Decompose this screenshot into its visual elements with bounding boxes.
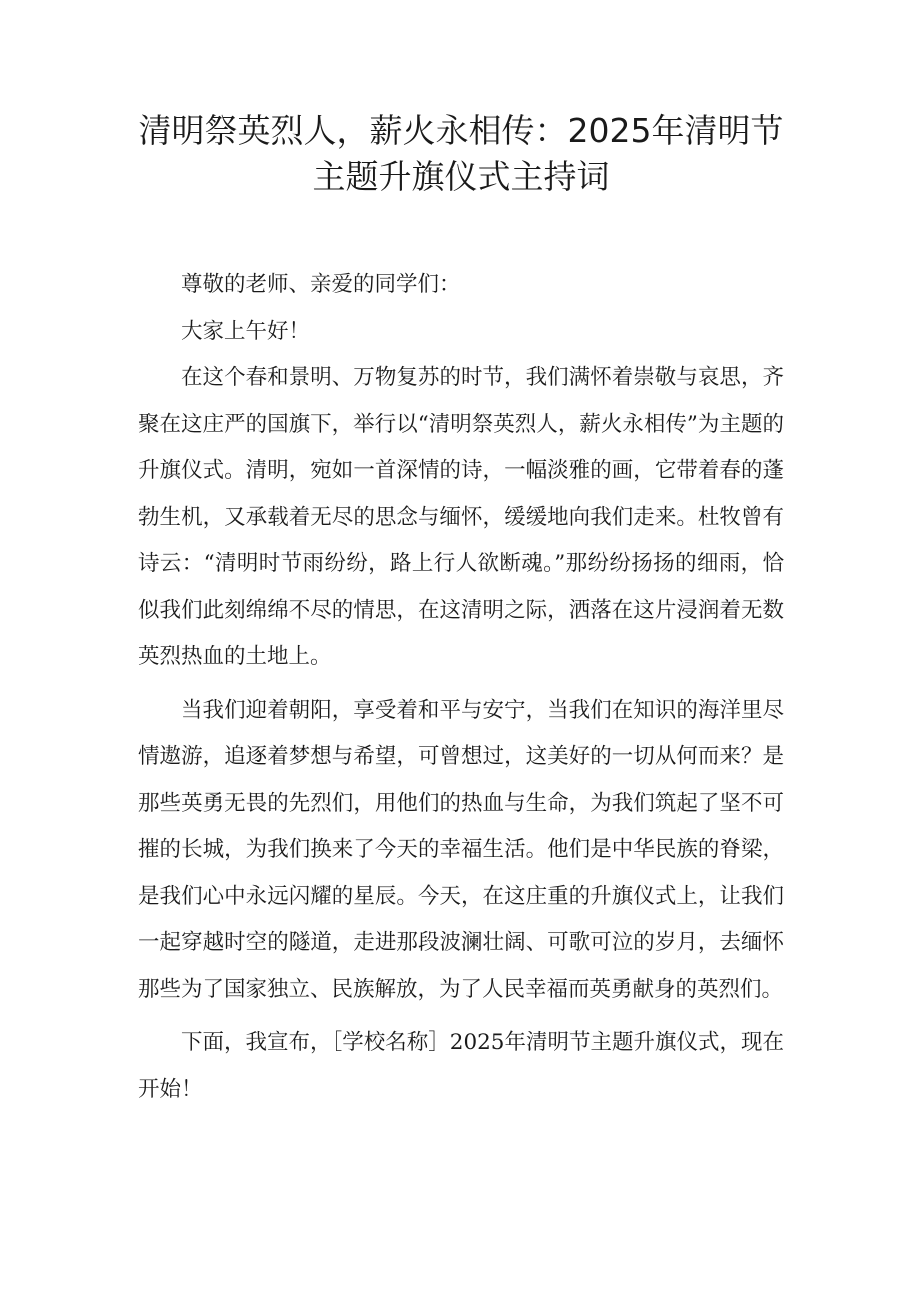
paragraph-opening: 在这个春和景明、万物复苏的时节，我们满怀着崇敬与哀思，齐聚在这庄严的国旗下，举行以“清明祭英烈人，薪火永相传”为主题的升旗仪式。清明，宛如一首深情的诗，一幅淡雅的画，它带着春的蓬勃生机，又承载着无尽的思念与缅怀，缓缓地向我们走来。杜牧曾有诗云：“清明时节雨纷纷，路上行人欲断魂。”那纷纷扬扬的细雨，恰似我们此刻绵绵不尽的情思，在这清明之际，洒落在这片浸润着无数英烈热血的土地上。: [138, 365, 784, 669]
salutation: 尊敬的老师、亲爱的同学们：: [181, 272, 461, 297]
document-title: [138, 108, 784, 200]
document-body: [138, 262, 784, 1113]
title-line-2: 主题升旗仪式主持词: [312, 157, 610, 196]
paragraph-announcement: 下面，我宣布，［学校名称］2025年清明节主题升旗仪式，现在开始！: [138, 1030, 784, 1102]
greeting: 大家上午好！: [181, 318, 311, 344]
paragraph-remembrance: 当我们迎着朝阳，享受着和平与安宁，当我们在知识的海洋里尽情遨游，追逐着梦想与希望，可曾想过，这美好的一切从何而来？是那些英勇无畏的先烈们，用他们的热血与生命，为我们筑起了坚不可摧的长城，为我们换来了今天的幸福生活。他们是中华民族的脊梁，是我们心中永远闪耀的星辰。今天，在这庄重的升旗仪式上，让我们一起穿越时空的隧道，走进那段波澜壮阔、可歌可泣的岁月，去缅怀那些为了国家独立、民族解放，为了人民幸福而英勇献身的英烈们。: [138, 697, 784, 1002]
title-line-1: 清明祭英烈人，薪火永相传：2025年清明节: [138, 111, 784, 150]
